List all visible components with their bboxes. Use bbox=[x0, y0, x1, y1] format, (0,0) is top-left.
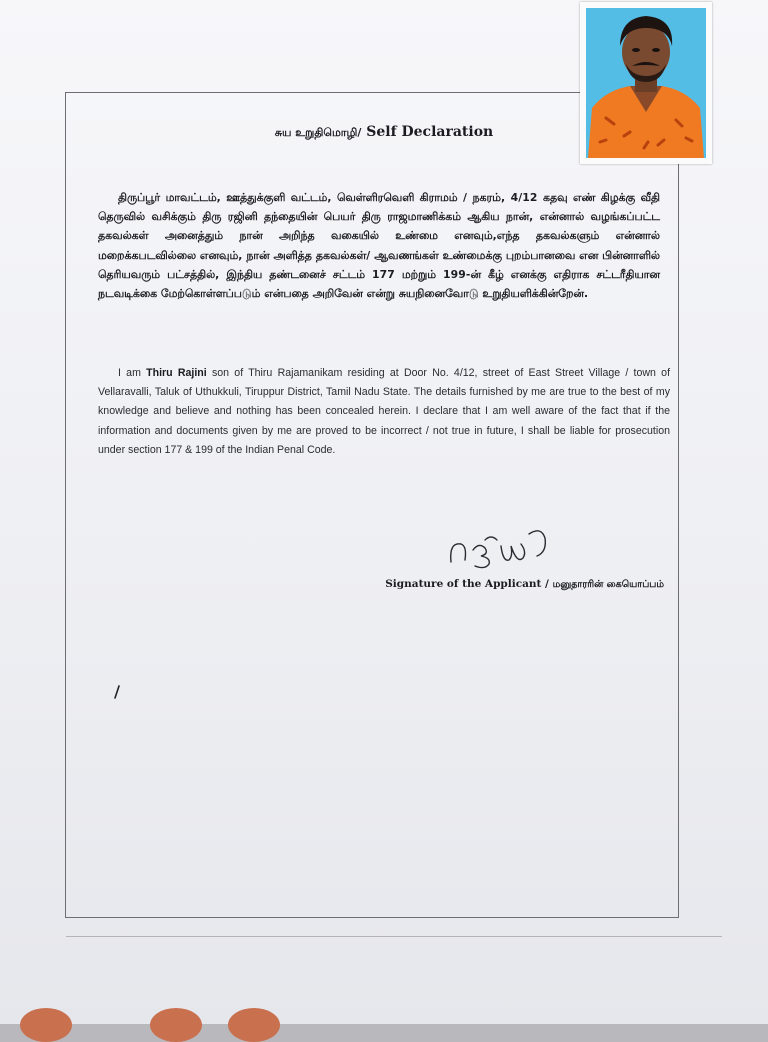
handwritten-signature bbox=[445, 524, 555, 572]
title-english: Self Declaration bbox=[366, 124, 494, 140]
page-title bbox=[0, 124, 768, 141]
finger-left bbox=[20, 1008, 72, 1042]
declaration-body: son of Thiru Rajamanikam residing at Door No. 4/12, street of East Street Village / town of Vellaravalli, Taluk of Uthukkuli, Tiruppur District, Tamil Nadu State. The details furnished by me are true to the best of my knowledge and believe and nothing has been concealed herein. I declare that I am well aware of the fact that if the information and documents given by me are proved to be incorrect / not true in future, I shall be liable for prosecution under section 177 & 199 of the Indian Penal Code. bbox=[98, 367, 671, 456]
signature-caption-english: Signature of the Applicant / bbox=[385, 578, 549, 590]
footer-rule bbox=[66, 936, 722, 937]
tamil-declaration-paragraph: திருப்பூர் மாவட்டம், ஊத்துக்குளி வட்டம், வெள்ளிரவெளி கிராமம் / நகரம், 4/12 கதவு எண் கிழக்கு வீதி தெருவில் வசிக்கும் திரு ரஜினி தந்தையின் பெயர் திரு ராஜமாணிக்கம் ஆகிய நான், என்னால் வழங்கப்பட்ட தகவல்கள் அனைத்தும் நான் அறிந்த வகையில் உண்மை எனவும்,எந்த தகவல்களும் என்னால் மறைக்கபடவில்லை எனவும், நான் அளித்த தகவல்கள்/ ஆவணங்கள் உண்மைக்கு புறம்பானவை என பின்னாளில் தெரியவரும் பட்சத்தில், இந்திய தண்டனைச் சட்டம் 177 மற்றும் 199-ன் கீழ் எனக்கு எதிராக சட்டரீதியான நடவடிக்கை மேற்கொள்ளப்படும் என்பதை அறிவேன் என்று சுயநினைவோடு உறுதியளிக்கின்றேன். bbox=[98, 191, 660, 301]
english-declaration-paragraph bbox=[98, 364, 670, 460]
finger-middle bbox=[150, 1008, 202, 1042]
stray-pen-mark bbox=[112, 684, 122, 700]
title-tamil: சுய உறுதிமொழி/ bbox=[274, 126, 362, 139]
signature-caption bbox=[385, 578, 664, 591]
signature-caption-tamil: மனுதாரரின் கையொப்பம் bbox=[552, 579, 664, 590]
finger-right bbox=[228, 1008, 280, 1042]
applicant-name: Thiru Rajini bbox=[146, 367, 207, 379]
declaration-prefix: I am bbox=[118, 367, 147, 379]
